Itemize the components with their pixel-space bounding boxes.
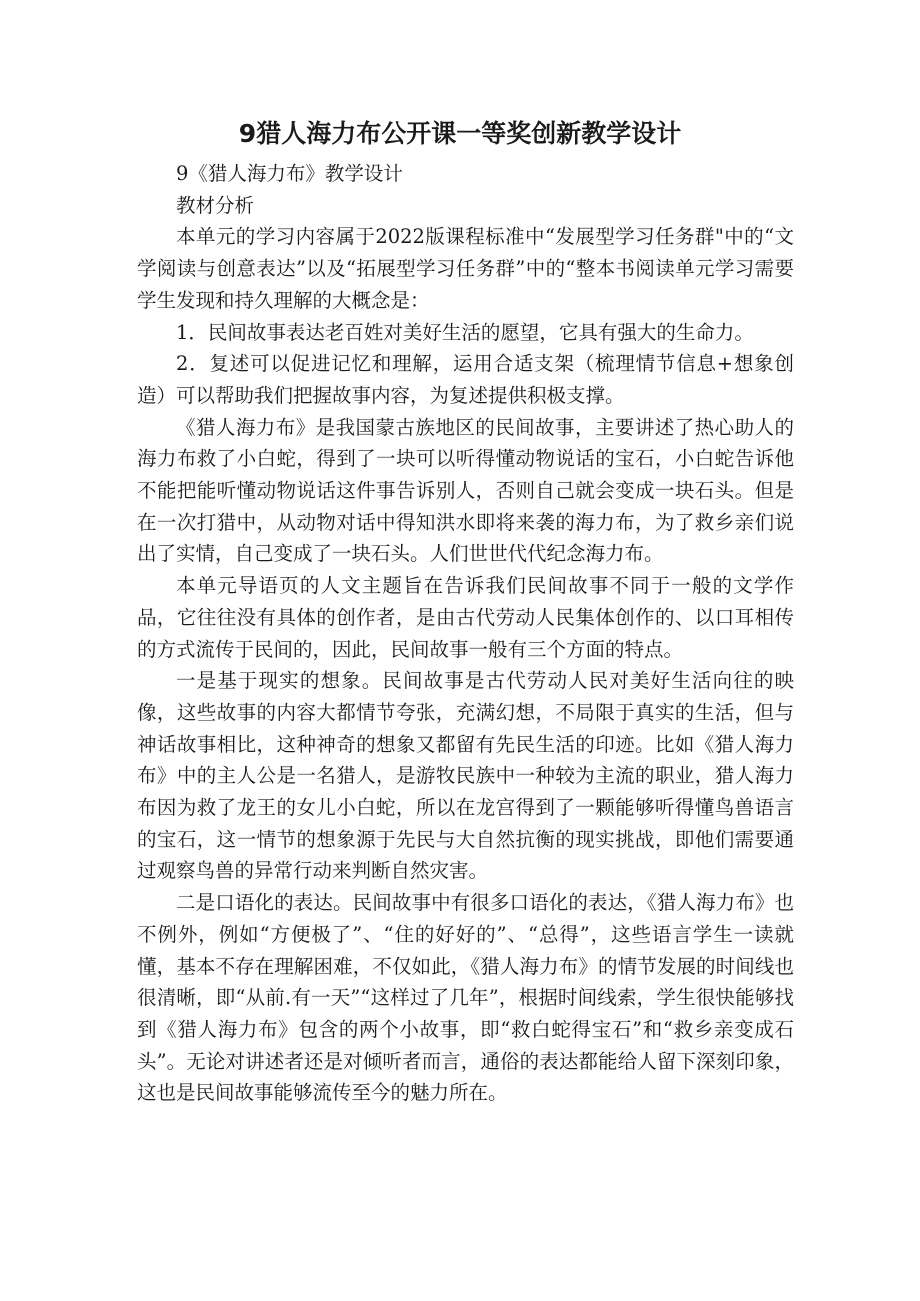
paragraph-5: 本单元导语页的人文主题旨在告诉我们民间故事不同于一般的文学作品，它往往没有具体的创作者，是由古代劳动人民集体创作的、以口耳相传的方式流传于民间的，因此，民间故事一般有三个方面的特点。 [137,574,794,661]
document-title: 9猎人海力布公开课一等奖创新教学设计 [238,119,682,148]
paragraph-7: 二是口语化的表达。民间故事中有很多口语化的表达，《猎人海力布》也不例外，例如“方便极了”、“住的好好的”、“总得”，这些语言学生一读就懂，基本不存在理解困难，不仅如此，《猎人海力布》的情节发展的时间线也很清晰，即“从前.有一天”“这样过了几年”，根据时间线索，学生很快能够找到《猎人海力布》包含的两个小故事，即“救白蛇得宝石”和“救乡亲变成石头”。无论对讲述者还是对倾听者而言，通俗的表达都能给人留下深刻印象，这也是民间故事能够流传至今的魅力所在。 [137,891,794,1105]
paragraph-6: 一是基于现实的想象。民间故事是古代劳动人民对美好生活向往的映像，这些故事的内容大都情节夸张，充满幻想，不局限于真实的生活，但与神话故事相比，这种神奇的想象又都留有先民生活的印迹。比如《猎人海力布》中的主人公是一名猎人，是游牧民族中一种较为主流的职业，猎人海力布因为救了龙王的女儿小白蛇，所以在龙宫得到了一颗能够听得懂鸟兽语言的宝石，这一情节的想象源于先民与大自然抗衡的现实挑战，即他们需要通过观察鸟兽的异常行动来判断自然灾害。 [137,669,794,883]
paragraph-1: 本单元的学习内容属于2022版课程标准中“发展型学习任务群"中的“文学阅读与创意表达”以及“拓展型学习任务群”中的“整本书阅读单元学习需要学生发现和持久理解的大概念是： [137,225,794,312]
lesson-subtitle: 9《猎人海力布》教学设计 [176,162,403,185]
paragraph-4: 《猎人海力布》是我国蒙古族地区的民间故事，主要讲述了热心助人的海力布救了小白蛇，得到了一块可以听得懂动物说话的宝石，小白蛇告诉他不能把能听懂动物说话这件事告诉别人，否则自己就会变成一块石头。但是在一次打猎中，从动物对话中得知洪水即将来袭的海力布，为了救乡亲们说出了实情，自己变成了一块石头。人们世世代代纪念海力布。 [137,415,794,566]
paragraph-3: 2．复述可以促进记忆和理解，运用合适支架（梳理情节信息+想象创造）可以帮助我们把握故事内容，为复述提供积极支撑。 [137,352,794,407]
section-heading: 教材分析 [176,193,255,217]
document-body [137,158,794,1109]
paragraph-2: 1．民间故事表达老百姓对美好生活的愿望，它具有强大的生命力。 [176,320,754,344]
